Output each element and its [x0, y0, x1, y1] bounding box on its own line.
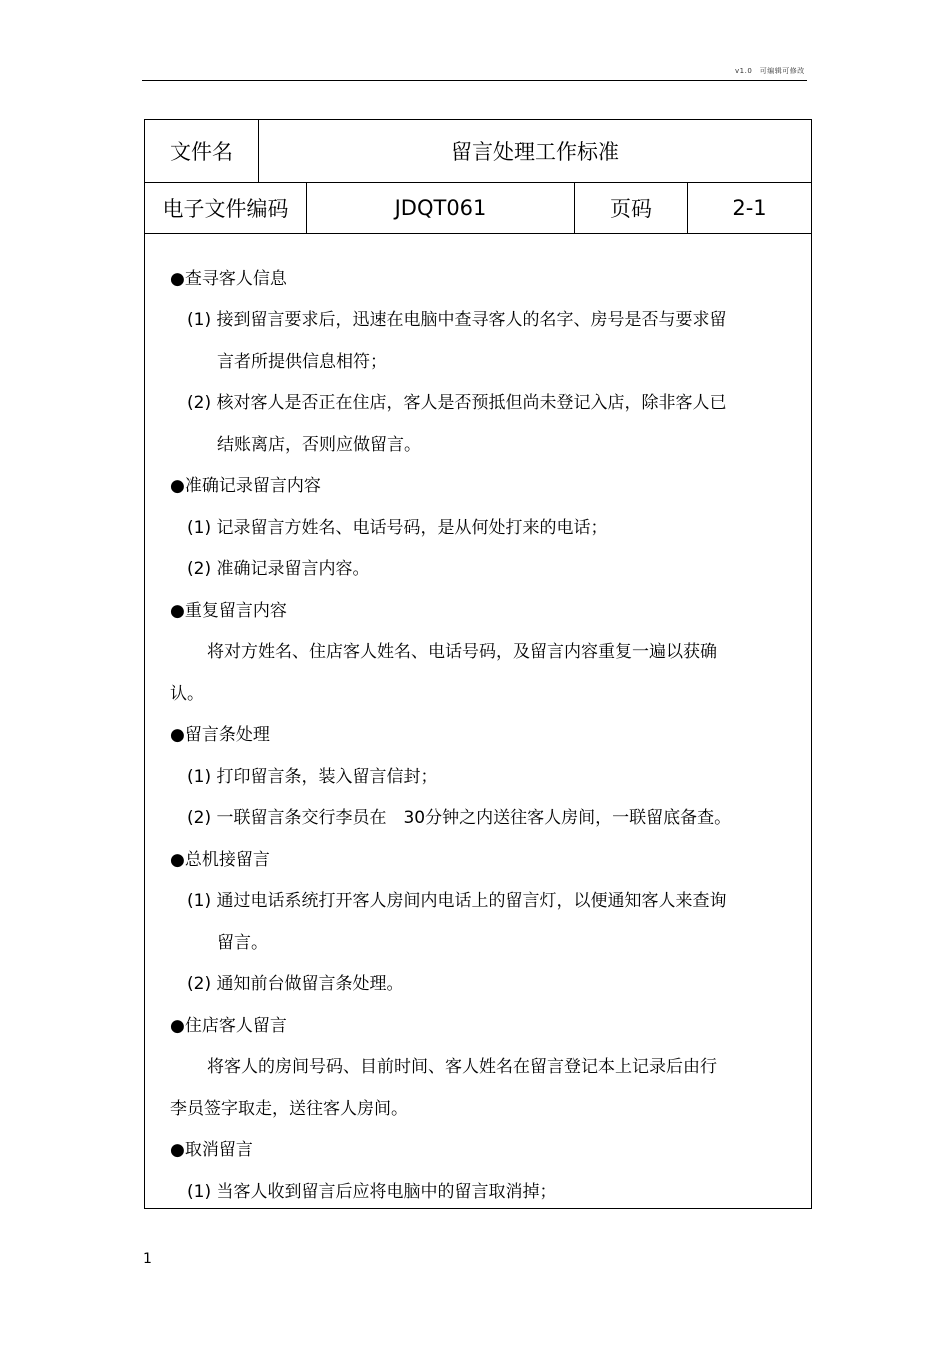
body-line: 将客人的房间号码、目前时间、客人姓名在留言登记本上记录后由行	[207, 1057, 717, 1077]
file-name-value: 留言处理工作标准	[258, 120, 811, 182]
section-heading: ●准确记录留言内容	[170, 476, 321, 496]
body-line: (1) 通过电话系统打开客人房间内电话上的留言灯，以便通知客人来查询	[187, 891, 727, 911]
body-line: (2) 核对客人是否正在住店，客人是否预抵但尚未登记入店，除非客人已	[187, 393, 727, 413]
section-heading: ●取消留言	[170, 1140, 253, 1160]
body-line: 结账离店，否则应做留言。	[217, 435, 421, 455]
body-line: (2) 通知前台做留言条处理。	[187, 974, 404, 994]
code-row	[145, 182, 811, 234]
header-rule	[142, 80, 807, 81]
code-value: JDQT061	[306, 182, 574, 233]
body-line: (1) 接到留言要求后，迅速在电脑中查寻客人的名字、房号是否与要求留	[187, 310, 727, 330]
section-heading: ●查寻客人信息	[170, 269, 287, 289]
page-number: 1	[143, 1251, 152, 1267]
code-label: 电子文件编码	[162, 196, 289, 221]
body-line: (2) 一联留言条交行李员在 30分钟之内送往客人房间，一联留底备查。	[187, 808, 732, 828]
file-name-label: 文件名	[170, 140, 233, 164]
page-value: 2-1	[687, 182, 811, 233]
body-line: 李员签字取走，送往客人房间。	[170, 1099, 408, 1119]
section-heading: ●总机接留言	[170, 850, 270, 870]
body-line: 留言。	[217, 933, 268, 953]
section-heading: ●住店客人留言	[170, 1016, 287, 1036]
version-note: v1.0 可编辑可修改	[735, 67, 805, 75]
page-label: 页码	[574, 182, 687, 233]
body-line: 将对方姓名、住店客人姓名、电话号码，及留言内容重复一遍以获确	[207, 642, 717, 662]
document-frame	[144, 119, 812, 1209]
section-heading: ●留言条处理	[170, 725, 270, 745]
body-line: (1) 记录留言方姓名、电话号码，是从何处打来的电话；	[187, 518, 608, 538]
body-line: (2) 准确记录留言内容。	[187, 559, 370, 579]
title-row	[145, 120, 811, 183]
body-line: 言者所提供信息相符；	[217, 352, 387, 372]
body-line: (1) 当客人收到留言后应将电脑中的留言取消掉；	[187, 1182, 557, 1202]
body-line: 认。	[170, 684, 204, 704]
body-line: (1) 打印留言条，装入留言信封；	[187, 767, 438, 787]
section-heading: ●重复留言内容	[170, 601, 287, 621]
body-content	[145, 234, 811, 1208]
